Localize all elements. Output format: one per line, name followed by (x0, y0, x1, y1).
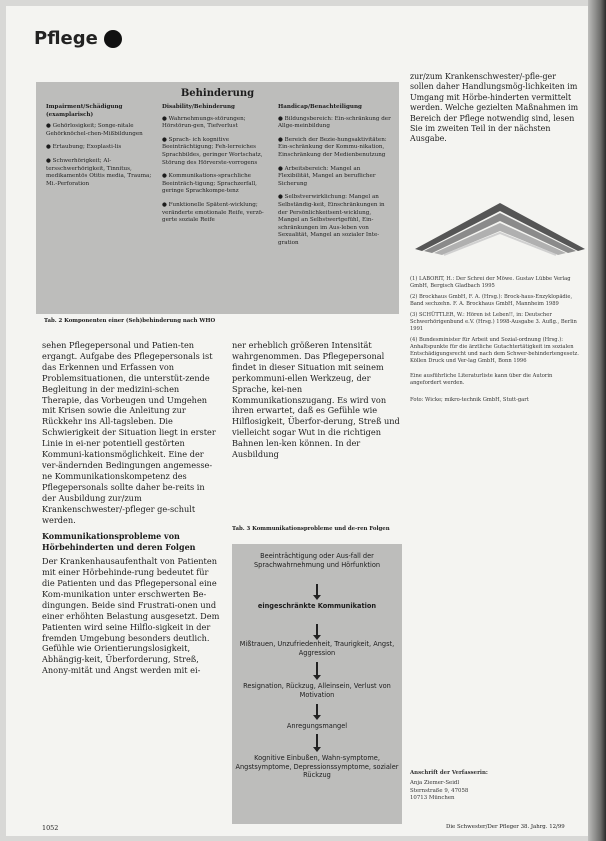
flow-arrow (316, 704, 318, 716)
table-item: ● Gehörlosigkeit; Songe-nitale Gehörknöchel-chen-Mißbildungen (46, 123, 154, 138)
flow-step: Beeinträchtigung oder Aus-fall der Sprachwahrnehmung und Hörfunktion (253, 552, 381, 569)
table-item: ● Bereich der Bezie-hungsaktivitäten: Ein-schränkung der Kommu-nikation, Einschränkung der Medienbenutzung (278, 137, 392, 160)
reference: (3) SCHÜTTLER, W.: Hören ist Leben!!, in: Deutscher Schwerhörigenbund e.V. (Hrsg.) 1998-Ausgabe 3. Auflg., Berlin 1991 (410, 312, 577, 332)
body-paragraph: sehen Pflegepersonal und Patien-ten ergangt. Aufgabe des Pflegepersonals ist das Erkennen und Erfassen von Problemsituationen, die unterstüt-zende Begleitung in der medizini-schen Therapie, das Vorbeugen und Umgehen mit Krisen sowie die Anleitung zur Rückkehr ins All-tagsleben. Die Schwierigkeit der Situation liegt in erster Linie in ei-ner potentiell gestörten Kommuni-kationsmöglichkeit. Eine der ver-ändernden Bedingungen angemesse-ne Kommunikationskompetenz des Pflegepersonals sollte daher be-reits in der Ausbildung zur/zum Krankenschwester/-pfleger ge-schult werden. (42, 340, 216, 525)
middle-column (232, 340, 402, 460)
reference: (2) Brockhaus GmbH, F. A. (Hrsg.): Brock-haus-Enzyklopädie, Band sechzehn. F. A. Brockhaus GmbH, Mannheim 1989 (410, 294, 573, 307)
subheading: Kommunikationsprobleme von Hörbehinderten und deren Folgen (42, 531, 196, 553)
body-paragraph: ner erheblich größeren Intensität wahrgenommen. Das Pflegepersonal findet in dieser Situation mit seinem perkommuni-ellen Werkzeug, der Sprache, kei-nen Kommunikationszugang. Es wird von ihren erwartet, daß es Gefühle wie Hilflosigkeit, Überfor-derung, Streß und vielleicht sogar Wut in die richtigen Bahnen len-ken können. In der Ausbildung (232, 340, 400, 460)
author-address (410, 770, 582, 803)
reference: (1) LABORIT, H.: Der Schrei der Möwe. Gustav Lübbe Verlag GmbH, Bergisch Gladbach 1995 (410, 276, 571, 289)
table-item: ● Selbstverwirklichung: Mangel an Selbständig-keit, Einschränkungen in der Persönlichkeitsent-wicklung, Mangel an Selbstwertgefühl, Ein-schränkungen im Aus-leben von Sexualität, Mangel an sozialer Inte-gration (278, 194, 392, 247)
table-item: ● Wahrnehmungs-störungen; Hörstörun-gen, Tiefverlust (162, 116, 270, 131)
table-3-flowchart (232, 544, 402, 824)
table-2-column (278, 104, 392, 254)
address-label: Anschrift der Verfasserin: (410, 770, 488, 776)
references (410, 276, 582, 408)
column-heading: Impairment/Schädigung (examplarisch) (46, 104, 123, 118)
address-line: 10713 München (410, 795, 455, 802)
reference: (4) Bundesminister für Arbeit und Sozial-ordnung (Hrsg.): Anhaltspunkte für die ärztliche Gutachtertätigkeit im sozialen Entschädigungsrecht und nach dem Schwer-behindertengesetz. Köllen Druck und Ver-lag GmbH, Bonn 1996 (410, 337, 579, 364)
table-3-caption: Tab. 3 Kommunikationsprobleme und de-ren Folgen (232, 526, 390, 532)
page-number: 1052 (42, 824, 59, 832)
body-paragraph: Der Krankenhausaufenthalt von Patienten mit einer Hörbehinde-rung bedeutet für die Patienten und das Pflegepersonal eine Kom-munikation unter erschwerten Be-dingungen. Beide sind Frustrati-onen und einer erhöhten Belastung ausgesetzt. Dem Patienten wird seine Hilflo-sigkeit in der fremden Umgebung besonders deutlich. Gefühle wie Orientierungslosigkeit, Abhängig-keit, Überforderung, Streß, Anony-mität und Angst werden mit ei- (42, 556, 220, 676)
table-item: ● Schwerhörigkeit; Al-tersschwerhörigkeit, Tinnitus, medikamentös Otitis media, Trauma; Mi.-Perforation (46, 158, 154, 188)
flow-step: Resignation, Rückzug, Alleinsein, Verlust von Motivation (243, 682, 391, 699)
flow-step: Mißtrauen, Unzufriedenheit, Traurigkeit, Angst, Aggression (239, 640, 395, 657)
journal-reference: Die Schwester/Der Pfleger 38. Jahrg. 12/99 (446, 824, 565, 830)
column-heading: Handicap/Benachteiligung (278, 104, 362, 110)
page-fold-shadow (588, 0, 606, 841)
flow-arrow (316, 734, 318, 748)
table-2-column (162, 104, 270, 231)
magazine-page (6, 6, 600, 836)
address-line: Anja Ziemer-Seidl (410, 780, 460, 787)
table-2-caption: Tab. 2 Komponenten einer (Seh)behinderung nach WHO (44, 318, 216, 324)
reference-note: Eine ausführliche Literaturliste kann über die Autorin angefordert werden. (410, 373, 553, 386)
flow-step: eingeschränkte Kommunikation (257, 602, 377, 610)
left-column (42, 340, 220, 676)
table-2-title: Behinderung (180, 88, 255, 99)
column-heading: Disability/Behinderung (162, 104, 235, 110)
section-dot-icon (104, 30, 122, 48)
flow-arrow (316, 584, 318, 596)
table-item: ● Ertaubung; Exoplasti-lis (46, 144, 154, 152)
table-item: ● Arbeitsbereich: Mangel an Flexibilität, Mangel an beruflicher Sicherung (278, 166, 392, 189)
section-header (34, 28, 122, 49)
table-item: ● Bildungsbereich: Ein-schränkung der Allge-meinbildung (278, 116, 392, 131)
right-column-text: zur/zum Krankenschwester/-pfle-ger sollen daher Handlungsmög-lichkeiten im Umgang mit Hörbe-hinderten vermittelt werden. Welche gezielten Maßnahmen im Bereich der Pflege notwendig sind, lesen Sie im zweiten Teil in der nächsten Ausgabe. (410, 72, 579, 144)
table-item: ● Kommunikations-sprachliche Beeinträch-tigung; Sprachzerfall, geringe Sprachkompe-tenz (162, 173, 270, 196)
table-2-column (46, 104, 154, 194)
table-item: ● Sprach- ich kognitive Beeinträchtigung; Feh-lerreiches Sprachbildes, geringer Wortschatz, Störung des Hörverste-vorrogens (162, 137, 270, 167)
flow-step: Anregungsmangel (286, 722, 348, 730)
address-line: Sternstraße 9, 47058 (410, 787, 469, 794)
table-item: ● Funktionelle Spätent-wicklung; veränderte emotionale Reife, verzö-gerte soziale Reife (162, 202, 270, 225)
section-title: Pflege (34, 28, 98, 49)
flow-arrow (316, 624, 318, 636)
hearing-aid-photo (410, 191, 590, 261)
table-2 (36, 82, 399, 314)
photo-credit: Foto: Wicke; mikro-technik GmbH, Stutt-gart (410, 397, 529, 403)
flow-step: Kognitive Einbußen, Wahn-symptome, Angstsymptome, Depressionssymptome, sozialer Rückzug (235, 754, 399, 780)
flow-arrow (316, 662, 318, 676)
